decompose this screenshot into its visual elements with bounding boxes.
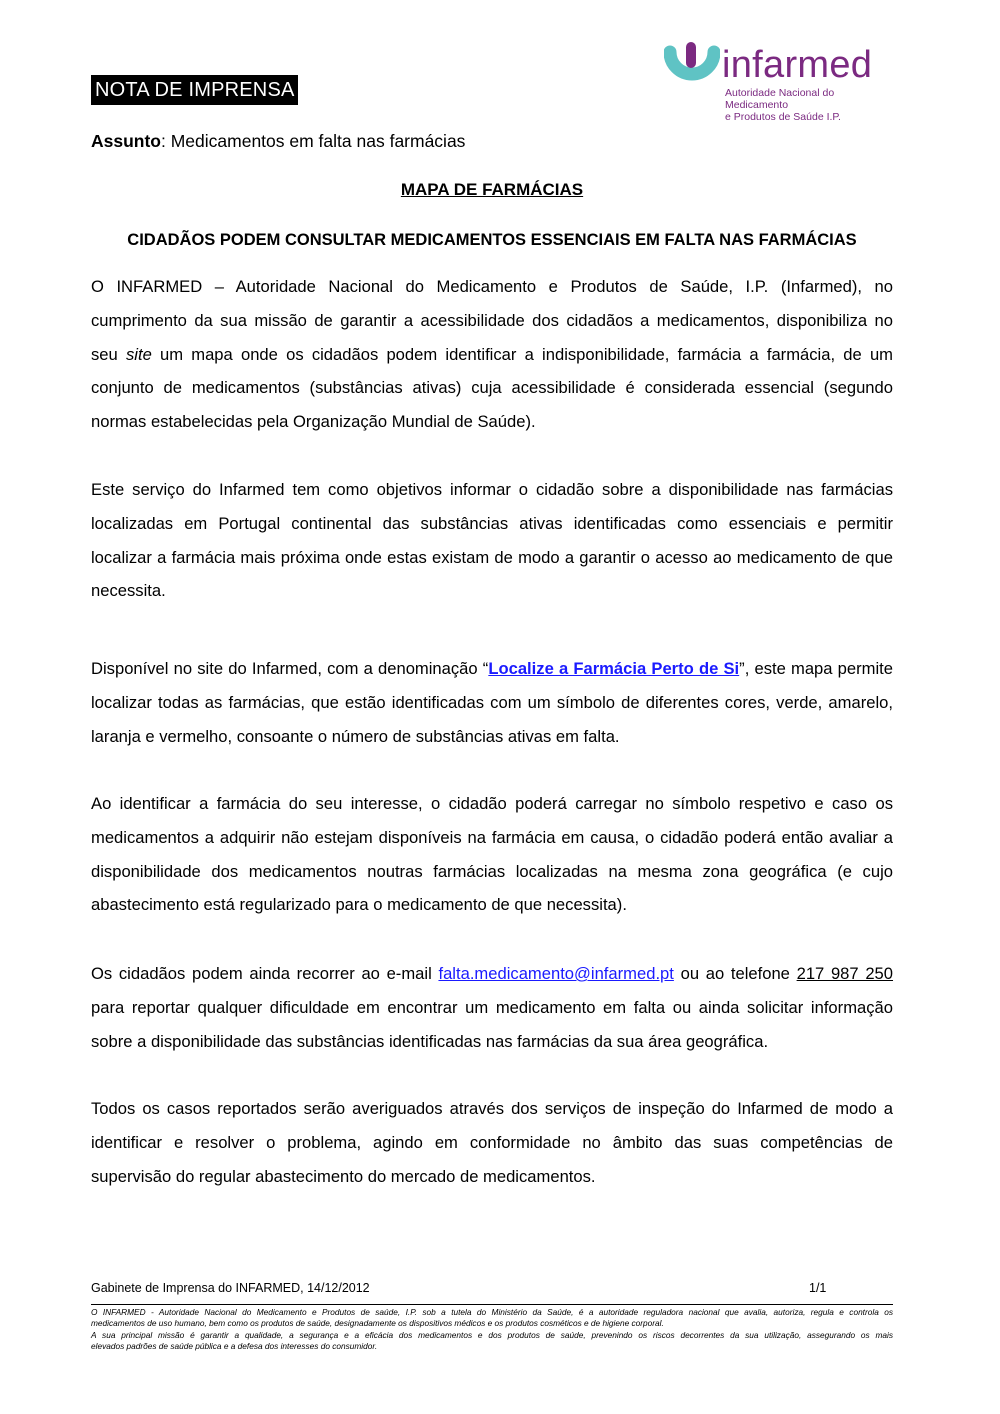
paragraph-line: Este serviço do Infarmed tem como objetivos informar o cidadão sobre a disponibilidade nas farmácias [91,480,893,499]
infarmed-logo [664,40,894,123]
document-subtitle: CIDADÃOS PODEM CONSULTAR MEDICAMENTOS ESSENCIAIS EM FALTA NAS FARMÁCIAS [127,231,857,249]
email-link[interactable]: falta.medicamento@infarmed.pt [438,964,674,983]
paragraph-line: Todos os casos reportados serão averiguados através dos serviços de inspeção do Infarmed de modo a [91,1099,893,1118]
paragraph-1 [91,270,893,439]
paragraph-line: necessita. [91,581,166,601]
logo-tagline-line1: Autoridade Nacional do Medicamento [725,87,835,111]
fine-print-line: medicamentos de uso humano, bem como os produtos de saúde, designadamente os dispositivos médicos e os produtos cosméticos e de higiene corporal. [91,1318,664,1329]
footer-divider [91,1304,893,1305]
infarmed-logo-icon [664,42,720,90]
paragraph-line: localizar a farmácia mais próxima onde estas existam de modo a garantir o acesso ao medicamento de que [91,547,893,567]
paragraph-line: localizar todas as farmácias, que estão identificadas com um símbolo de diferentes cores, verde, amarelo, [91,692,893,712]
fine-print-line: O INFARMED - Autoridade Nacional do Medicamento e Produtos de saúde, I.P. sob a tutela do Ministério da Saúde, é a autoridade reguladora nacional que avalia, autoriza, regula e controla os [91,1307,893,1317]
paragraph-line: disponibilidade dos medicamentos noutras farmácias localizadas na mesma zona geográfica (e cujo [91,861,893,881]
site-italic: site [125,344,152,364]
paragraph-line: O INFARMED – Autoridade Nacional do Medicamento e Produtos de Saúde, I.P. (Infarmed), no [91,277,893,296]
paragraph-2 [91,473,893,608]
subject-text: : Medicamentos em falta nas farmácias [161,131,466,151]
paragraph-3 [91,652,893,753]
paragraph-5 [91,957,893,1058]
paragraph-line: conjunto de medicamentos (substâncias ativas) cuja acessibilidade é considerada essencial (segundo [91,378,893,398]
press-release-badge: NOTA DE IMPRENSA [91,75,298,105]
paragraph-line: seu site um mapa onde os cidadãos podem identificar a indisponibilidade, farmácia a farmácia, de um [91,344,893,364]
document-title: MAPA DE FARMÁCIAS [400,180,584,199]
logo-tagline-line2: e Produtos de Saúde I.P. [725,111,841,123]
paragraph-6 [91,1092,893,1193]
paragraph-line: normas estabelecidas pela Organização Mundial de Saúde). [91,412,536,432]
phone-number: 217 987 250 [796,964,894,983]
logo-wordmark: infarmed [722,44,873,86]
paragraph-line: identificar e resolver o problema, agindo em conformidade no âmbito das suas competências de [91,1132,893,1152]
paragraph-4 [91,787,893,922]
fine-print-line: A sua principal missão é garantir a qualidade, a segurança e a eficácia dos medicamentos e dos produtos de saúde, prevenindo os riscos decorrentes da sua utilização, assegurando os mais [91,1329,893,1340]
subject-line [91,128,465,154]
footer-fine-print [91,1307,893,1352]
paragraph-line: abastecimento está regularizado para o medicamento de que necessita). [91,895,627,915]
page-footer [91,1280,893,1296]
footer-source: Gabinete de Imprensa do INFARMED, 14/12/2012 [91,1281,370,1295]
paragraph-line: cumprimento da sua missão de garantir a acessibilidade dos cidadãos a medicamentos, disponibiliza no [91,310,893,330]
paragraph-line: localizadas em Portugal continental das substâncias ativas identificadas como essenciais e permitir [91,513,893,533]
paragraph-line: sobre a disponibilidade das substâncias identificadas nas farmácias da sua área geográfica. [91,1031,769,1051]
paragraph-line: laranja e vermelho, consoante o número de substâncias ativas em falta. [91,726,620,746]
paragraph-line: medicamentos a adquirir não estejam disponíveis na farmácia em causa, o cidadão poderá então avaliar a [91,827,893,847]
paragraph-line: Disponível no site do Infarmed, com a denominação “Localize a Farmácia Perto de Si”, este mapa permite [91,659,893,678]
logo-tagline [725,87,894,123]
fine-print-line: elevados padrões de saúde pública e a defesa dos interesses do consumidor. [91,1340,378,1351]
subject-label: Assunto [91,131,161,151]
paragraph-line: para reportar qualquer dificuldade em encontrar um medicamento em falta ou ainda solicitar informação [91,997,893,1017]
pharmacy-map-link[interactable]: Localize a Farmácia Perto de Si [488,659,740,678]
paragraph-line: Ao identificar a farmácia do seu interesse, o cidadão poderá carregar no símbolo respetivo e caso os [91,794,893,813]
paragraph-line: Os cidadãos podem ainda recorrer ao e-mail falta.medicamento@infarmed.pt ou ao telefone 217 987 250 [91,964,894,983]
page-number: 1/1 [809,1281,827,1295]
paragraph-line: supervisão do regular abastecimento do mercado de medicamentos. [91,1166,596,1186]
